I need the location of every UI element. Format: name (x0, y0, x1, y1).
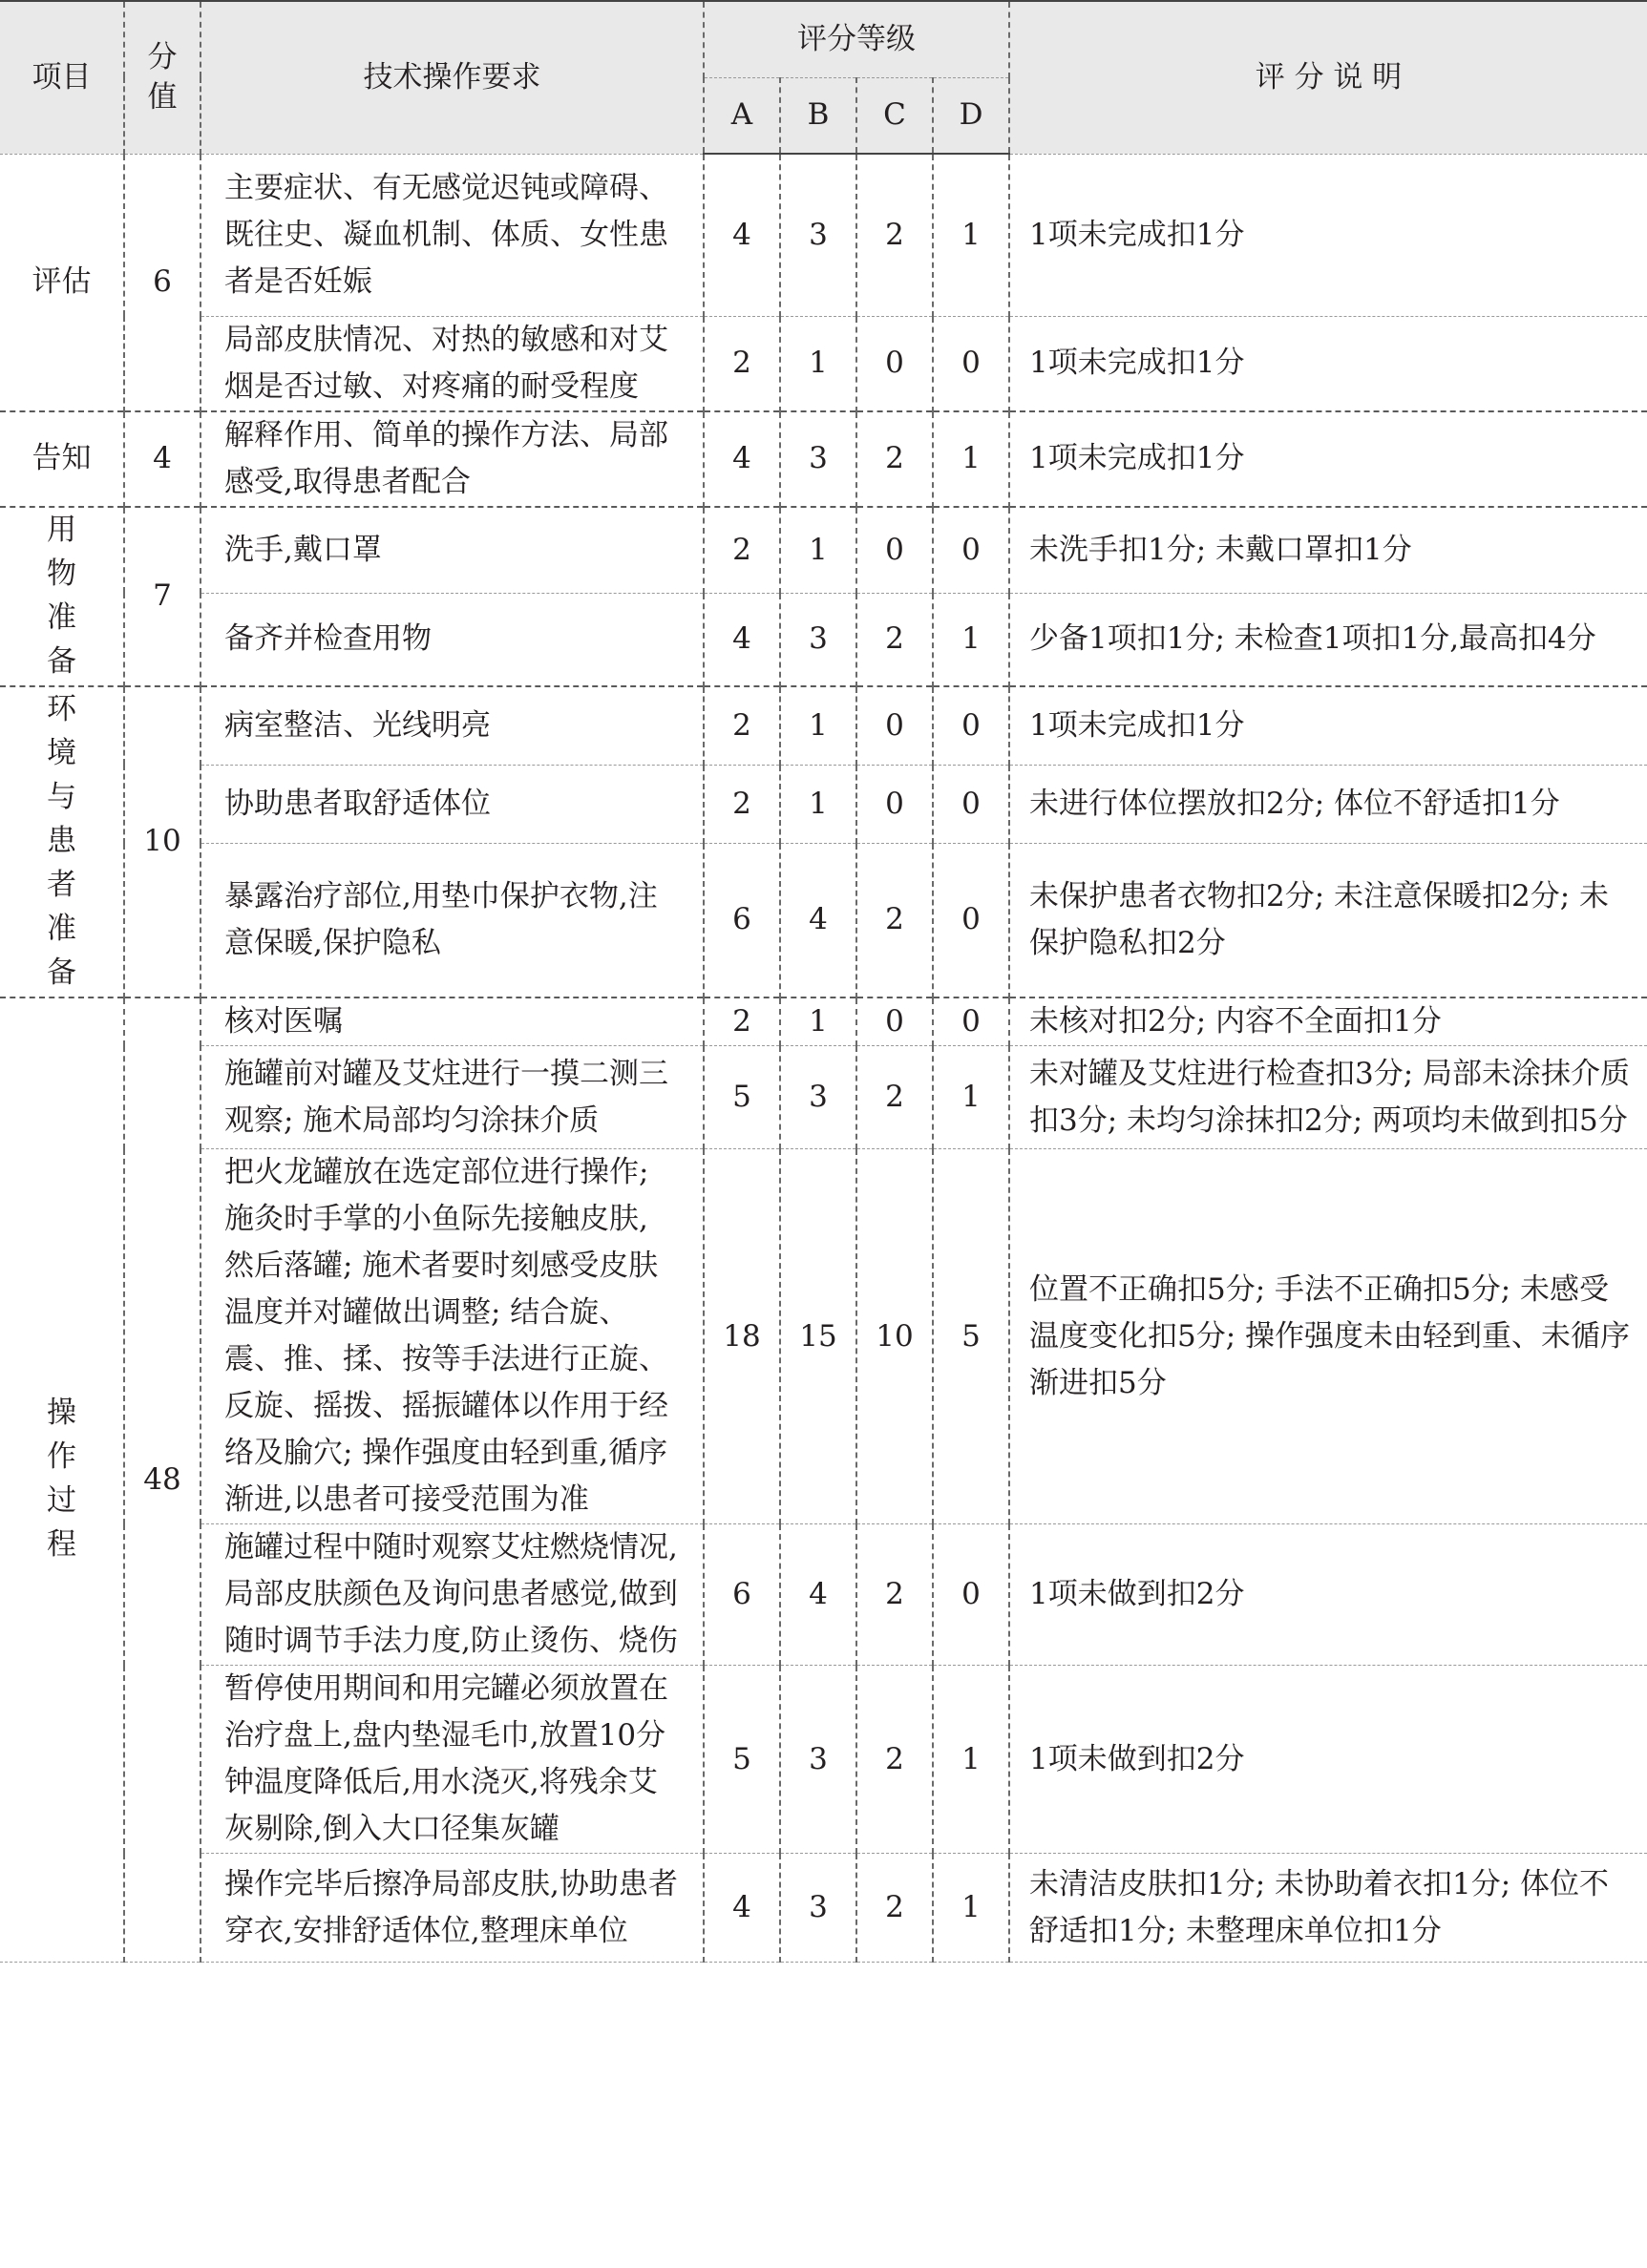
table-row (0, 593, 1647, 685)
grade-b-value: 1 (780, 686, 856, 766)
points-value: 6 (124, 154, 201, 411)
remark-text: 位置不正确扣5分; 手法不正确扣5分; 未感受温度变化扣5分; 操作强度未由轻到重、未循序渐进扣5分 (1009, 1149, 1647, 1524)
grade-c-value: 2 (856, 1524, 933, 1666)
table-row (0, 1046, 1647, 1149)
grade-a-value: 4 (704, 411, 780, 507)
requirement-text: 洗手,戴口罩 (201, 507, 704, 594)
item-label: 评估 (0, 154, 124, 411)
grade-a-value: 6 (704, 1524, 780, 1666)
grade-b-value: 4 (780, 844, 856, 998)
requirement-text: 解释作用、简单的操作方法、局部感受,取得患者配合 (201, 411, 704, 507)
requirement-text: 操作完毕后擦净局部皮肤,协助患者穿衣,安排舒适体位,整理床单位 (201, 1854, 704, 1963)
remark-text: 1项未做到扣2分 (1009, 1524, 1647, 1666)
table-row (0, 154, 1647, 316)
points-value: 48 (124, 998, 201, 1963)
grade-b-value: 3 (780, 1046, 856, 1149)
table-body (0, 154, 1647, 1963)
item-label: 环境与患者准备 (47, 691, 76, 990)
item-cell (0, 507, 124, 686)
header-remark: 评 分 说 明 (1009, 1, 1647, 154)
requirement-text: 主要症状、有无感觉迟钝或障碍、既往史、凝血机制、体质、女性患者是否妊娠 (201, 154, 704, 316)
header-grade-d: D (933, 77, 1009, 154)
table-row (0, 1854, 1647, 1963)
header-points-text: 分值 (147, 40, 178, 116)
grade-d-value: 0 (933, 844, 1009, 998)
grade-d-value: 1 (933, 593, 1009, 685)
grade-a-value: 2 (704, 998, 780, 1046)
grade-b-value: 1 (780, 998, 856, 1046)
grade-c-value: 2 (856, 593, 933, 685)
grade-a-value: 2 (704, 507, 780, 594)
item-label: 告知 (0, 411, 124, 507)
grade-d-value: 1 (933, 1666, 1009, 1854)
table-row (0, 411, 1647, 507)
grade-c-value: 0 (856, 316, 933, 411)
grade-d-value: 5 (933, 1149, 1009, 1524)
grade-b-value: 4 (780, 1524, 856, 1666)
grade-a-value: 6 (704, 844, 780, 998)
grade-a-value: 5 (704, 1046, 780, 1149)
table-row (0, 1666, 1647, 1854)
grade-b-value: 15 (780, 1149, 856, 1524)
remark-text: 未核对扣2分; 内容不全面扣1分 (1009, 998, 1647, 1046)
header-item: 项目 (0, 1, 124, 154)
grade-b-value: 1 (780, 765, 856, 844)
grade-c-value: 10 (856, 1149, 933, 1524)
table-row (0, 1149, 1647, 1524)
grade-d-value: 1 (933, 1046, 1009, 1149)
grade-a-value: 4 (704, 154, 780, 316)
grade-b-value: 3 (780, 154, 856, 316)
table-row (0, 507, 1647, 594)
requirement-text: 施罐过程中随时观察艾炷燃烧情况,局部皮肤颜色及询问患者感觉,做到随时调节手法力度,防止烫伤、烧伤 (201, 1524, 704, 1666)
grade-c-value: 2 (856, 844, 933, 998)
grade-b-value: 3 (780, 593, 856, 685)
table-row (0, 686, 1647, 766)
points-value: 10 (124, 686, 201, 998)
grade-d-value: 0 (933, 507, 1009, 594)
grade-c-value: 2 (856, 411, 933, 507)
table-row (0, 765, 1647, 844)
grade-d-value: 1 (933, 154, 1009, 316)
grade-a-value: 4 (704, 593, 780, 685)
grade-c-value: 0 (856, 998, 933, 1046)
points-value: 4 (124, 411, 201, 507)
remark-text: 未洗手扣1分; 未戴口罩扣1分 (1009, 507, 1647, 594)
grade-b-value: 3 (780, 1854, 856, 1963)
remark-text: 1项未完成扣1分 (1009, 154, 1647, 316)
grade-a-value: 2 (704, 316, 780, 411)
grade-c-value: 2 (856, 154, 933, 316)
remark-text: 未保护患者衣物扣2分; 未注意保暖扣2分; 未保护隐私扣2分 (1009, 844, 1647, 998)
requirement-text: 暴露治疗部位,用垫巾保护衣物,注意保暖,保护隐私 (201, 844, 704, 998)
grade-b-value: 3 (780, 1666, 856, 1854)
remark-text: 1项未完成扣1分 (1009, 686, 1647, 766)
header-requirement: 技术操作要求 (201, 1, 704, 154)
grade-d-value: 1 (933, 1854, 1009, 1963)
remark-text: 未对罐及艾炷进行检查扣3分; 局部未涂抹介质扣3分; 未均匀涂抹扣2分; 两项均未做到扣5分 (1009, 1046, 1647, 1149)
table-row (0, 1524, 1647, 1666)
grade-d-value: 0 (933, 998, 1009, 1046)
header-points (124, 1, 201, 154)
remark-text: 1项未做到扣2分 (1009, 1666, 1647, 1854)
requirement-text: 暂停使用期间和用完罐必须放置在治疗盘上,盘内垫湿毛巾,放置10分钟温度降低后,用水浇灭,将残余艾灰剔除,倒入大口径集灰罐 (201, 1666, 704, 1854)
grade-b-value: 3 (780, 411, 856, 507)
grade-d-value: 1 (933, 411, 1009, 507)
header-grade-a: A (704, 77, 780, 154)
remark-text: 未进行体位摆放扣2分; 体位不舒适扣1分 (1009, 765, 1647, 844)
grade-b-value: 1 (780, 316, 856, 411)
requirement-text: 备齐并检查用物 (201, 593, 704, 685)
item-cell (0, 998, 124, 1963)
table-row (0, 316, 1647, 411)
grade-c-value: 2 (856, 1854, 933, 1963)
grade-b-value: 1 (780, 507, 856, 594)
grade-d-value: 0 (933, 686, 1009, 766)
grade-a-value: 18 (704, 1149, 780, 1524)
item-label: 用物准备 (47, 512, 76, 679)
grade-d-value: 0 (933, 765, 1009, 844)
points-value: 7 (124, 507, 201, 686)
remark-text: 少备1项扣1分; 未检查1项扣1分,最高扣4分 (1009, 593, 1647, 685)
remark-text: 未清洁皮肤扣1分; 未协助着衣扣1分; 体位不舒适扣1分; 未整理床单位扣1分 (1009, 1854, 1647, 1963)
grade-a-value: 2 (704, 765, 780, 844)
grade-a-value: 4 (704, 1854, 780, 1963)
requirement-text: 协助患者取舒适体位 (201, 765, 704, 844)
header-grade: 评分等级 (704, 1, 1009, 77)
requirement-text: 把火龙罐放在选定部位进行操作; 施灸时手掌的小鱼际先接触皮肤, 然后落罐; 施术者要时刻感受皮肤温度并对罐做出调整; 结合旋、震、推、揉、按等手法进行正旋、反旋、摇拨、摇振罐体以作用于经络及腧穴; 操作强度由轻到重,循序渐进,以患者可接受范围为准 (201, 1149, 704, 1524)
grade-c-value: 2 (856, 1666, 933, 1854)
grade-a-value: 2 (704, 686, 780, 766)
item-label: 操作过程 (47, 1396, 76, 1563)
grade-c-value: 2 (856, 1046, 933, 1149)
grade-c-value: 0 (856, 765, 933, 844)
grade-d-value: 0 (933, 316, 1009, 411)
grade-c-value: 0 (856, 686, 933, 766)
grade-d-value: 0 (933, 1524, 1009, 1666)
remark-text: 1项未完成扣1分 (1009, 411, 1647, 507)
requirement-text: 核对医嘱 (201, 998, 704, 1046)
remark-text: 1项未完成扣1分 (1009, 316, 1647, 411)
header-grade-b: B (780, 77, 856, 154)
table-row (0, 998, 1647, 1046)
requirement-text: 施罐前对罐及艾炷进行一摸二测三观察; 施术局部均匀涂抹介质 (201, 1046, 704, 1149)
table-row (0, 844, 1647, 998)
requirement-text: 病室整洁、光线明亮 (201, 686, 704, 766)
grade-a-value: 5 (704, 1666, 780, 1854)
grade-c-value: 0 (856, 507, 933, 594)
item-cell (0, 686, 124, 998)
header-grade-c: C (856, 77, 933, 154)
requirement-text: 局部皮肤情况、对热的敏感和对艾烟是否过敏、对疼痛的耐受程度 (201, 316, 704, 411)
